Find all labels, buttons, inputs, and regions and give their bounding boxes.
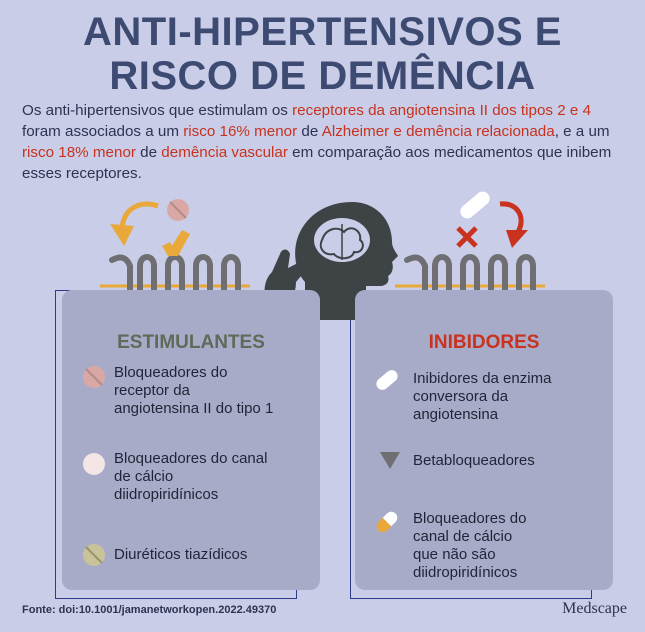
intro-highlight: risco 16% menor (183, 123, 298, 140)
brand-logo: Medscape (562, 600, 627, 617)
round-pill-icon (82, 452, 106, 476)
intro-text: de (297, 123, 322, 140)
inhibitors-heading: INIBIDORES (428, 332, 540, 353)
split-pill-icon (82, 365, 106, 389)
intro-text: de (135, 144, 162, 161)
intro-highlight: demência vascular (161, 144, 288, 161)
list-item: Diuréticos tiazídicos (114, 546, 248, 563)
triangle-pill-icon (379, 450, 401, 470)
intro-highlight: Alzheimer e demência relacionada (321, 123, 555, 140)
list-item: Betabloqueadores (413, 452, 535, 469)
stimulants-panel (62, 290, 320, 590)
title-line-1: ANTI-HIPERTENSIVOS E (83, 10, 562, 54)
list-item: Inibidores da enzima conversora da angiotensina (413, 370, 552, 423)
right-arrow-icon (500, 204, 528, 248)
split-pill-icon (167, 199, 189, 221)
left-arrow-icon (110, 204, 158, 246)
intro-text: Os anti-hipertensivos que estimulam os (22, 102, 293, 119)
check-mark-icon (162, 230, 190, 256)
intro-paragraph (22, 100, 627, 184)
scored-pill-icon (82, 543, 106, 567)
stimulants-heading: ESTIMULANTES (117, 332, 265, 353)
page-title (0, 10, 645, 98)
title-line-2: RISCO DE DEMÊNCIA (109, 54, 536, 98)
oblong-pill-icon (457, 190, 492, 221)
cross-icon (458, 228, 476, 246)
oblong-pill-icon (373, 366, 401, 394)
inhibitors-panel (355, 290, 613, 590)
list-item: Bloqueadores do canal de cálcio que não são diidropiridínicos (413, 510, 527, 581)
intro-highlight: receptores da angiotensina II dos tipos 2 e 4 (292, 102, 592, 119)
intro-text: em comparação aos medicamentos que inibem esses receptores. (22, 144, 612, 182)
intro-text: , e a um (554, 123, 610, 140)
intro-highlight: risco 18% menor (22, 144, 136, 161)
list-item: Bloqueadores do canal de cálcio diidropiridínicos (114, 450, 268, 503)
intro-text: foram associados a um (22, 123, 184, 140)
capsule-icon (373, 508, 401, 536)
list-item: Bloqueadores do receptor da angiotensina II do tipo 1 (114, 364, 274, 417)
source-citation: Fonte: doi:10.1001/jamanetworkopen.2022.49370 (22, 604, 277, 616)
